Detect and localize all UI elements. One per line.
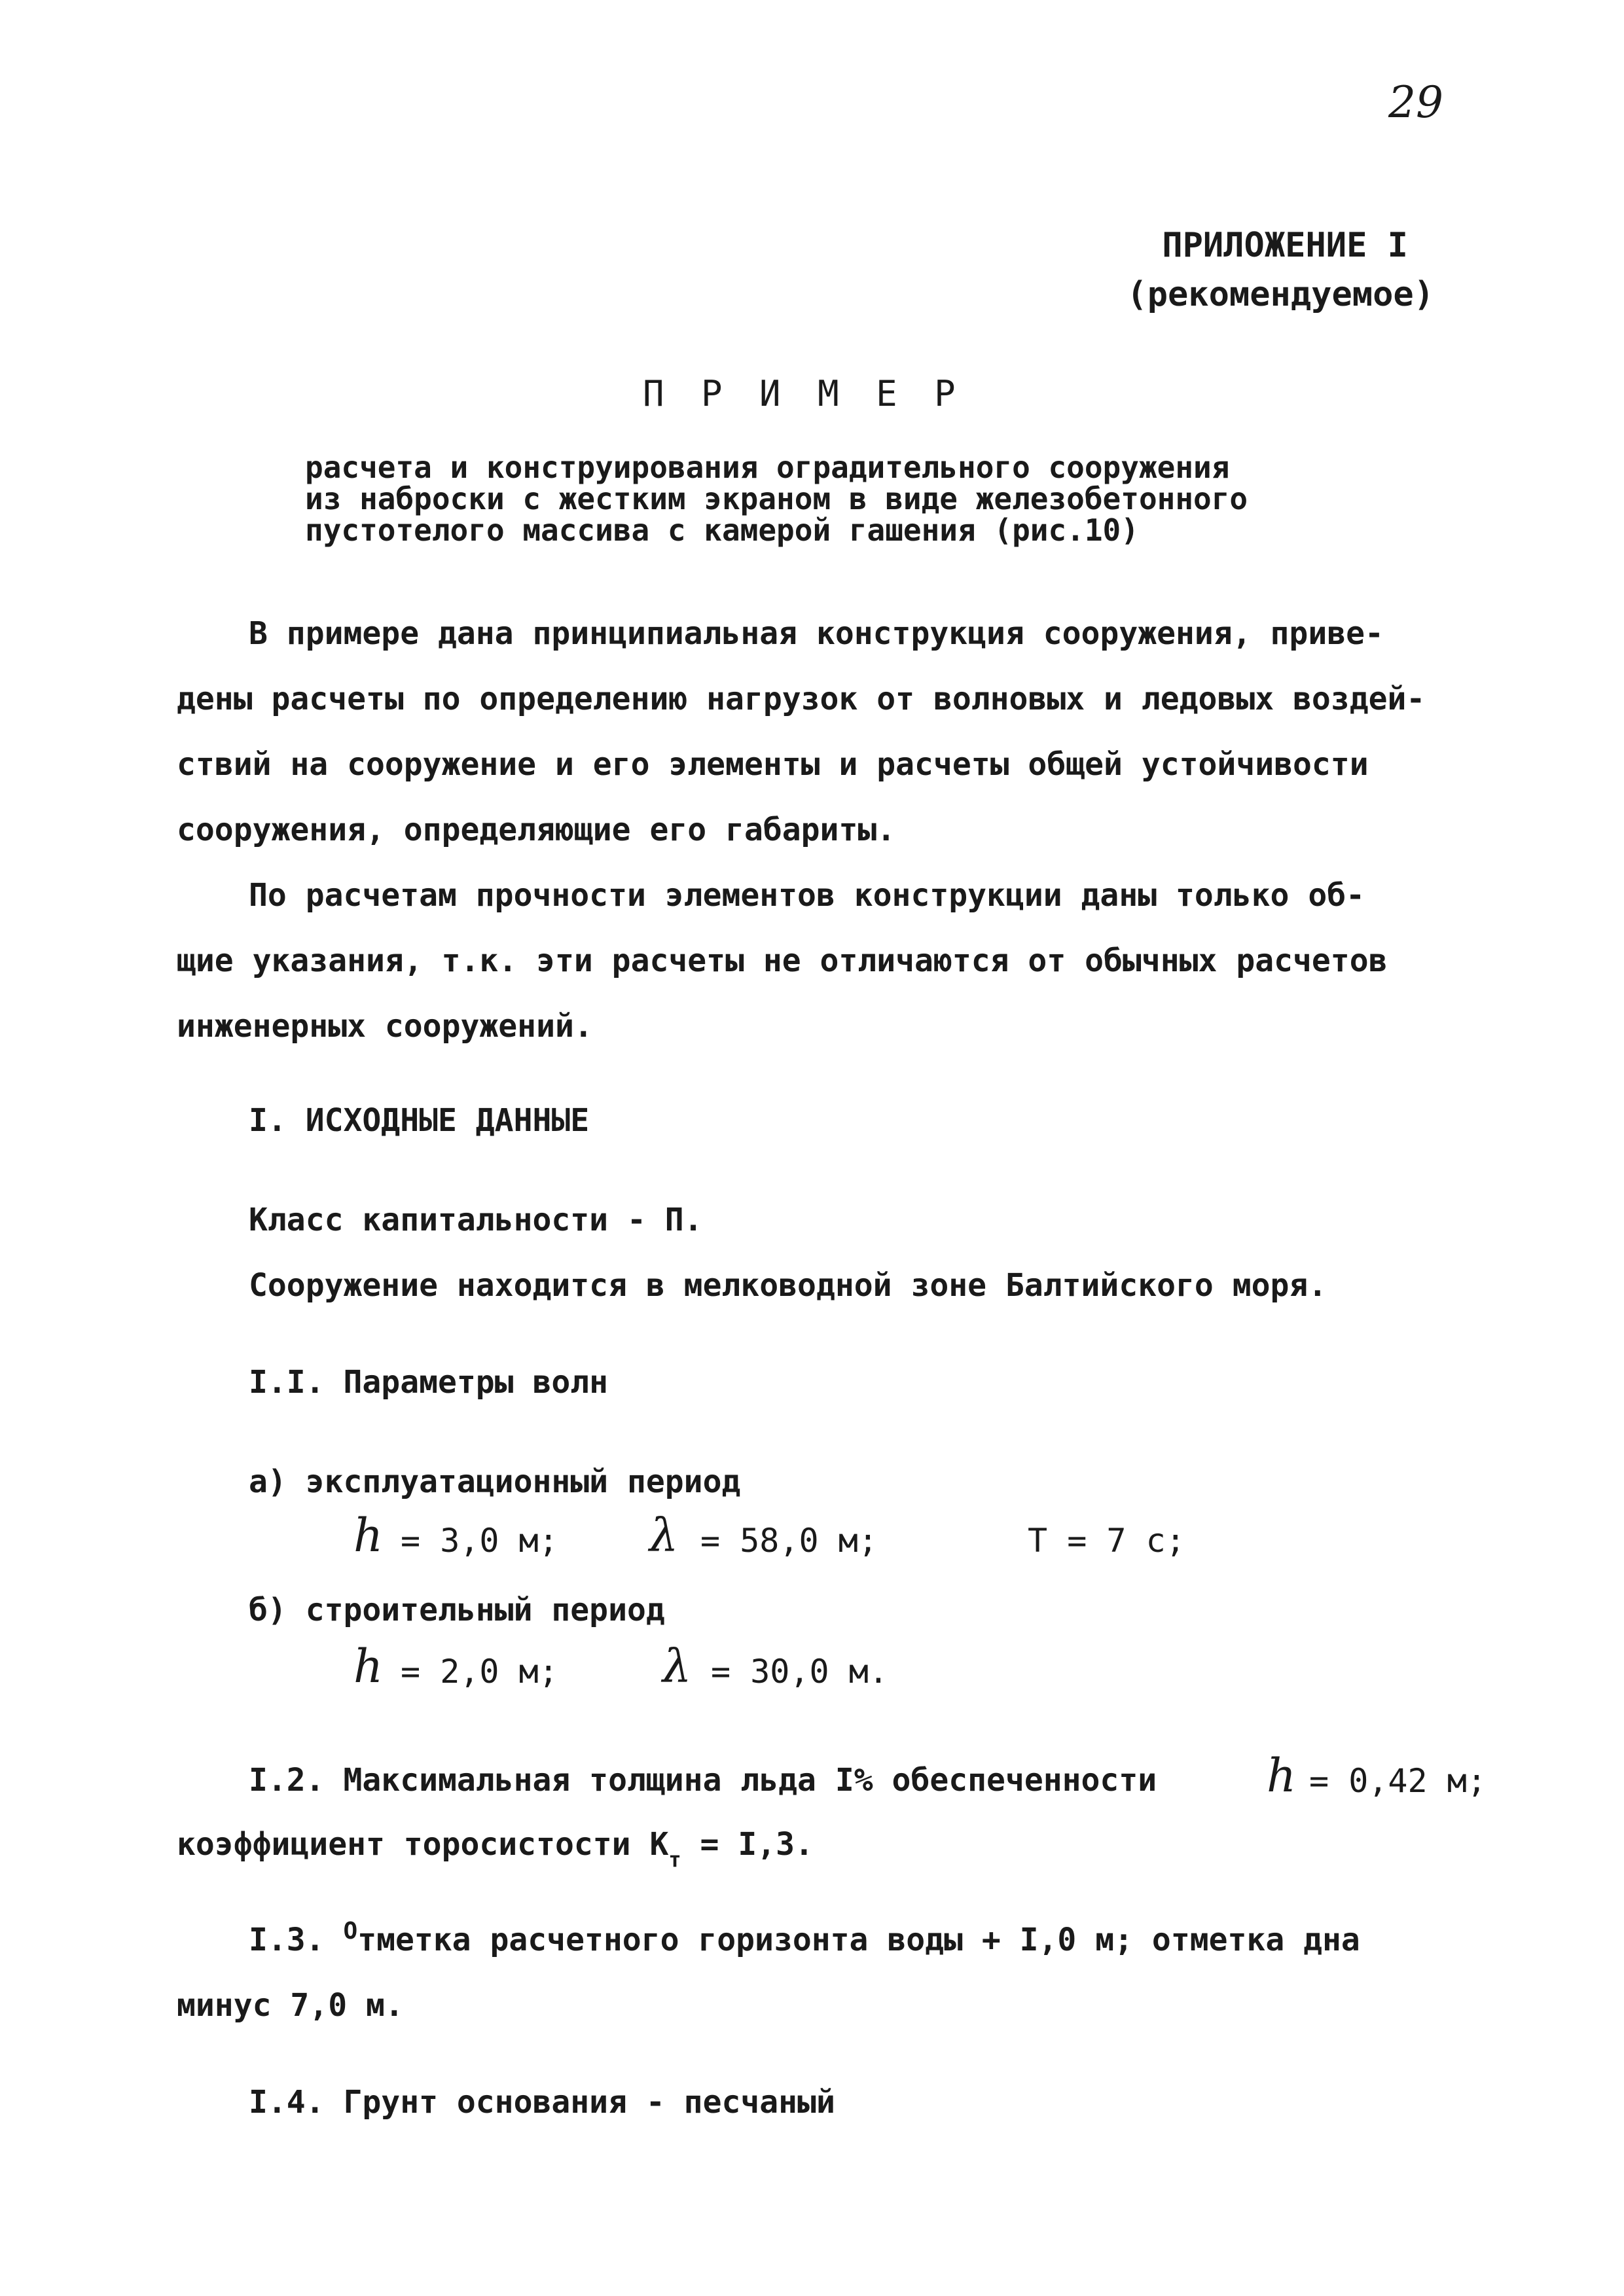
wave-period-value: T = 7 с;: [1028, 1522, 1185, 1560]
construction-period-label: б) строительный период: [249, 1592, 665, 1628]
wave-height-symbol: h: [353, 1640, 384, 1693]
capital-class-line: Класс капитальности - П.: [249, 1202, 703, 1238]
subtitle-line: из наброски с жестким экраном в виде железобетонного: [305, 481, 1248, 516]
location-line: Сооружение находится в мелководной зоне Балтийского моря.: [249, 1267, 1327, 1304]
subtitle-line: пустотелого массива с камерой гашения (рис.10): [305, 512, 1139, 548]
wave-height-symbol: h: [353, 1509, 384, 1562]
ice-thickness-symbol: h: [1267, 1749, 1297, 1803]
wavelength-symbol: λ: [662, 1640, 692, 1693]
section-title: I. ИСХОДНЫЕ ДАННЫЕ: [249, 1102, 590, 1139]
water-level-line: [249, 1918, 1360, 1958]
wave-height-value: = 2,0 м;: [401, 1653, 558, 1691]
operational-period-label: а) эксплуатационный период: [249, 1463, 741, 1500]
hummock-coefficient-label: коэффициент торосистости К: [177, 1826, 669, 1863]
wave-height-value: = 3,0 м;: [401, 1522, 558, 1560]
intro-line: сооружения, определяющие его габариты.: [177, 812, 896, 848]
intro-line: В примере дана принципиальная конструкция сооружения, приве-: [249, 615, 1384, 652]
hummock-coefficient-subscript: т: [668, 1847, 681, 1872]
page-number: 29: [1388, 77, 1443, 128]
bottom-level-line: минус 7,0 м.: [177, 1987, 404, 2024]
water-level-text: тметка расчетного горизонта воды + I,0 м; отметка дна: [357, 1922, 1360, 1958]
strength-note-line: По расчетам прочности элементов конструкции даны только об-: [249, 877, 1365, 914]
wavelength-value: = 58,0 м;: [700, 1522, 878, 1560]
water-level-number: I.3.: [249, 1922, 325, 1958]
example-heading: П Р И М Е Р: [643, 373, 964, 414]
soil-line: I.4. Грунт основания - песчаный: [249, 2084, 835, 2121]
hummock-coefficient-value: = I,3.: [700, 1826, 814, 1863]
appendix-note: (рекомендуемое): [1127, 275, 1434, 314]
strength-note-line: инженерных сооружений.: [177, 1008, 593, 1045]
hummock-coefficient-line: [177, 1826, 814, 1872]
ice-thickness-line: I.2. Максимальная толщина льда I% обеспеченности: [249, 1762, 1157, 1799]
intro-line: ствий на сооружение и его элементы и расчеты общей устойчивости: [177, 746, 1369, 783]
wavelength-value: = 30,0 м.: [711, 1653, 888, 1691]
appendix-title: ПРИЛОЖЕНИЕ I: [1162, 226, 1408, 265]
wave-params-title: I.I. Параметры волн: [249, 1364, 609, 1401]
subtitle-line: расчета и конструирования оградительного сооружения: [305, 450, 1230, 485]
ice-thickness-value: = 0,42 м;: [1309, 1762, 1487, 1800]
wavelength-symbol: λ: [649, 1509, 679, 1562]
strength-note-line: щие указания, т.к. эти расчеты не отличаются от обычных расчетов: [177, 942, 1388, 979]
water-level-initial: О: [343, 1918, 358, 1945]
intro-line: дены расчеты по определению нагрузок от волновых и ледовых воздей-: [177, 681, 1426, 717]
